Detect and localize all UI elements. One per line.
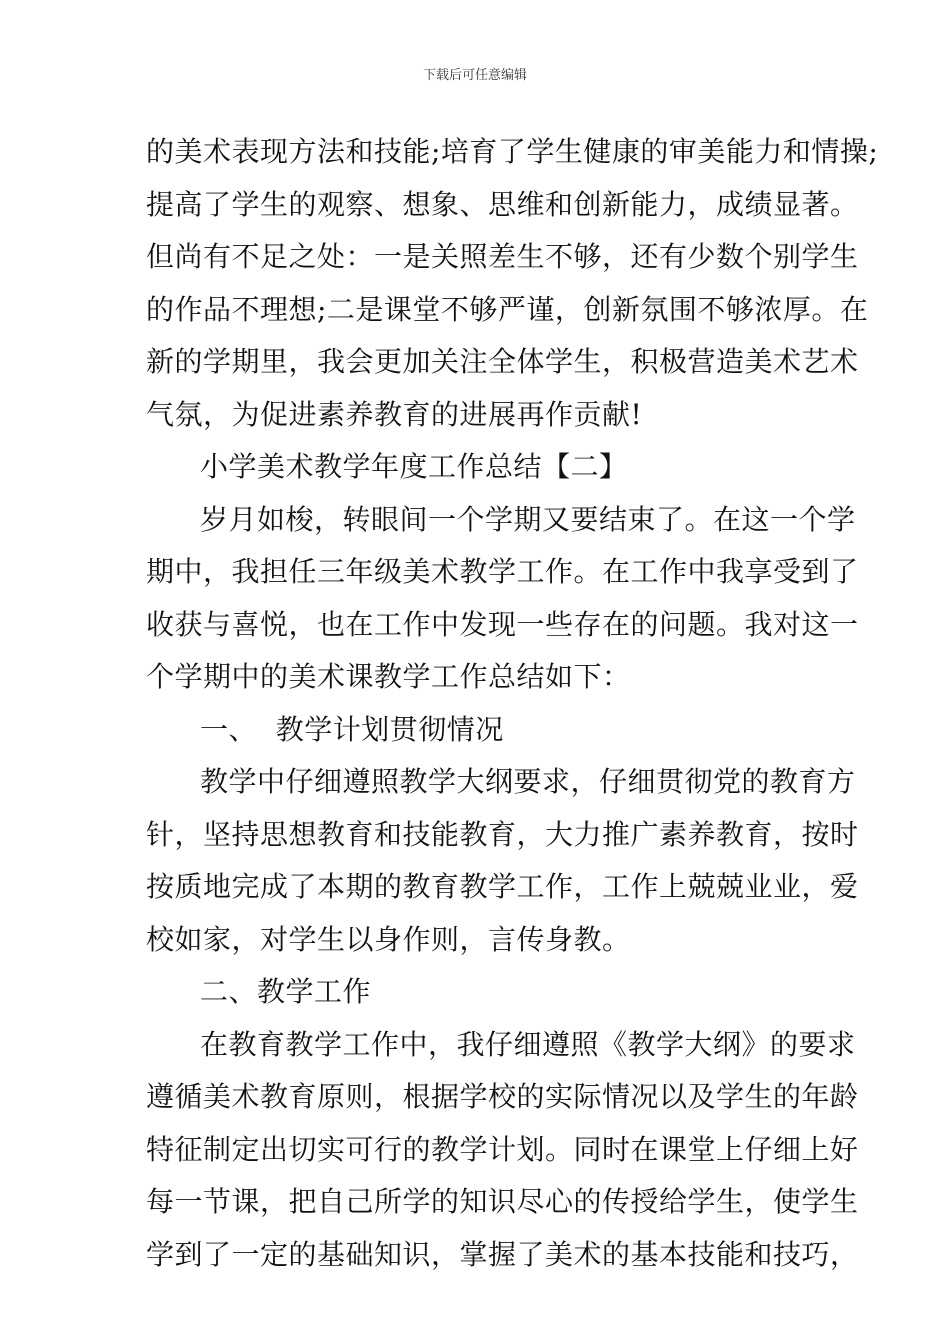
paragraph-first-line: 岁月如梭，转眼间一个学期又要结束了。在这一个学 (200, 502, 856, 536)
text-line: 学到了一定的基础知识，掌握了美术的基本技能和技巧， (146, 1237, 859, 1271)
paragraph-first-line: 在教育教学工作中，我仔细遵照《教学大纲》的要求 (200, 1027, 856, 1061)
text-line: 校如家，对学生以身作则，言传身教。 (146, 922, 631, 956)
text-line: 特征制定出切实可行的教学计划。同时在课堂上仔细上好 (146, 1132, 859, 1166)
section-heading: 二、教学工作 (200, 975, 372, 1008)
text-line: 新的学期里，我会更加关注全体学生，积极营造美术艺术 (146, 345, 859, 378)
text-line: 针，坚持思想教育和技能教育，大力推广素养教育，按时 (146, 817, 859, 851)
text-line: 每一节课，把自己所学的知识尽心的传授给学生，使学生 (146, 1185, 859, 1218)
text-line: 个学期中的美术课教学工作总结如下： (146, 660, 631, 693)
text-line: 遵循美术教育原则，根据学校的实际情况以及学生的年龄 (146, 1080, 859, 1113)
text-line: 收获与喜悦，也在工作中发现一些存在的问题。我对这一 (146, 607, 859, 641)
text-line: 的作品不理想;二是课堂不够严谨，创新氛围不够浓厚。在 (146, 292, 869, 326)
section-heading: 一、 教学计划贯彻情况 (200, 712, 504, 746)
text-line: 的美术表现方法和技能;培育了学生健康的审美能力和情操; (146, 135, 879, 168)
paragraph-first-line: 教学中仔细遵照教学大纲要求，仔细贯彻党的教育方 (200, 765, 856, 798)
text-line: 但尚有不足之处：一是关照差生不够，还有少数个别学生 (146, 240, 859, 273)
text-line: 气氛，为促进素养教育的进展再作贡献! (146, 397, 643, 431)
text-line: 期中，我担任三年级美术教学工作。在工作中我享受到了 (146, 555, 859, 588)
page-header-note: 下载后可任意编辑 (422, 68, 527, 83)
section-title: 小学美术教学年度工作总结【二】 (200, 450, 628, 483)
text-line: 按质地完成了本期的教育教学工作，工作上兢兢业业，爱 (146, 870, 859, 903)
text-line: 提高了学生的观察、想象、思维和创新能力，成绩显著。 (146, 187, 859, 221)
document-body (146, 126, 879, 1281)
